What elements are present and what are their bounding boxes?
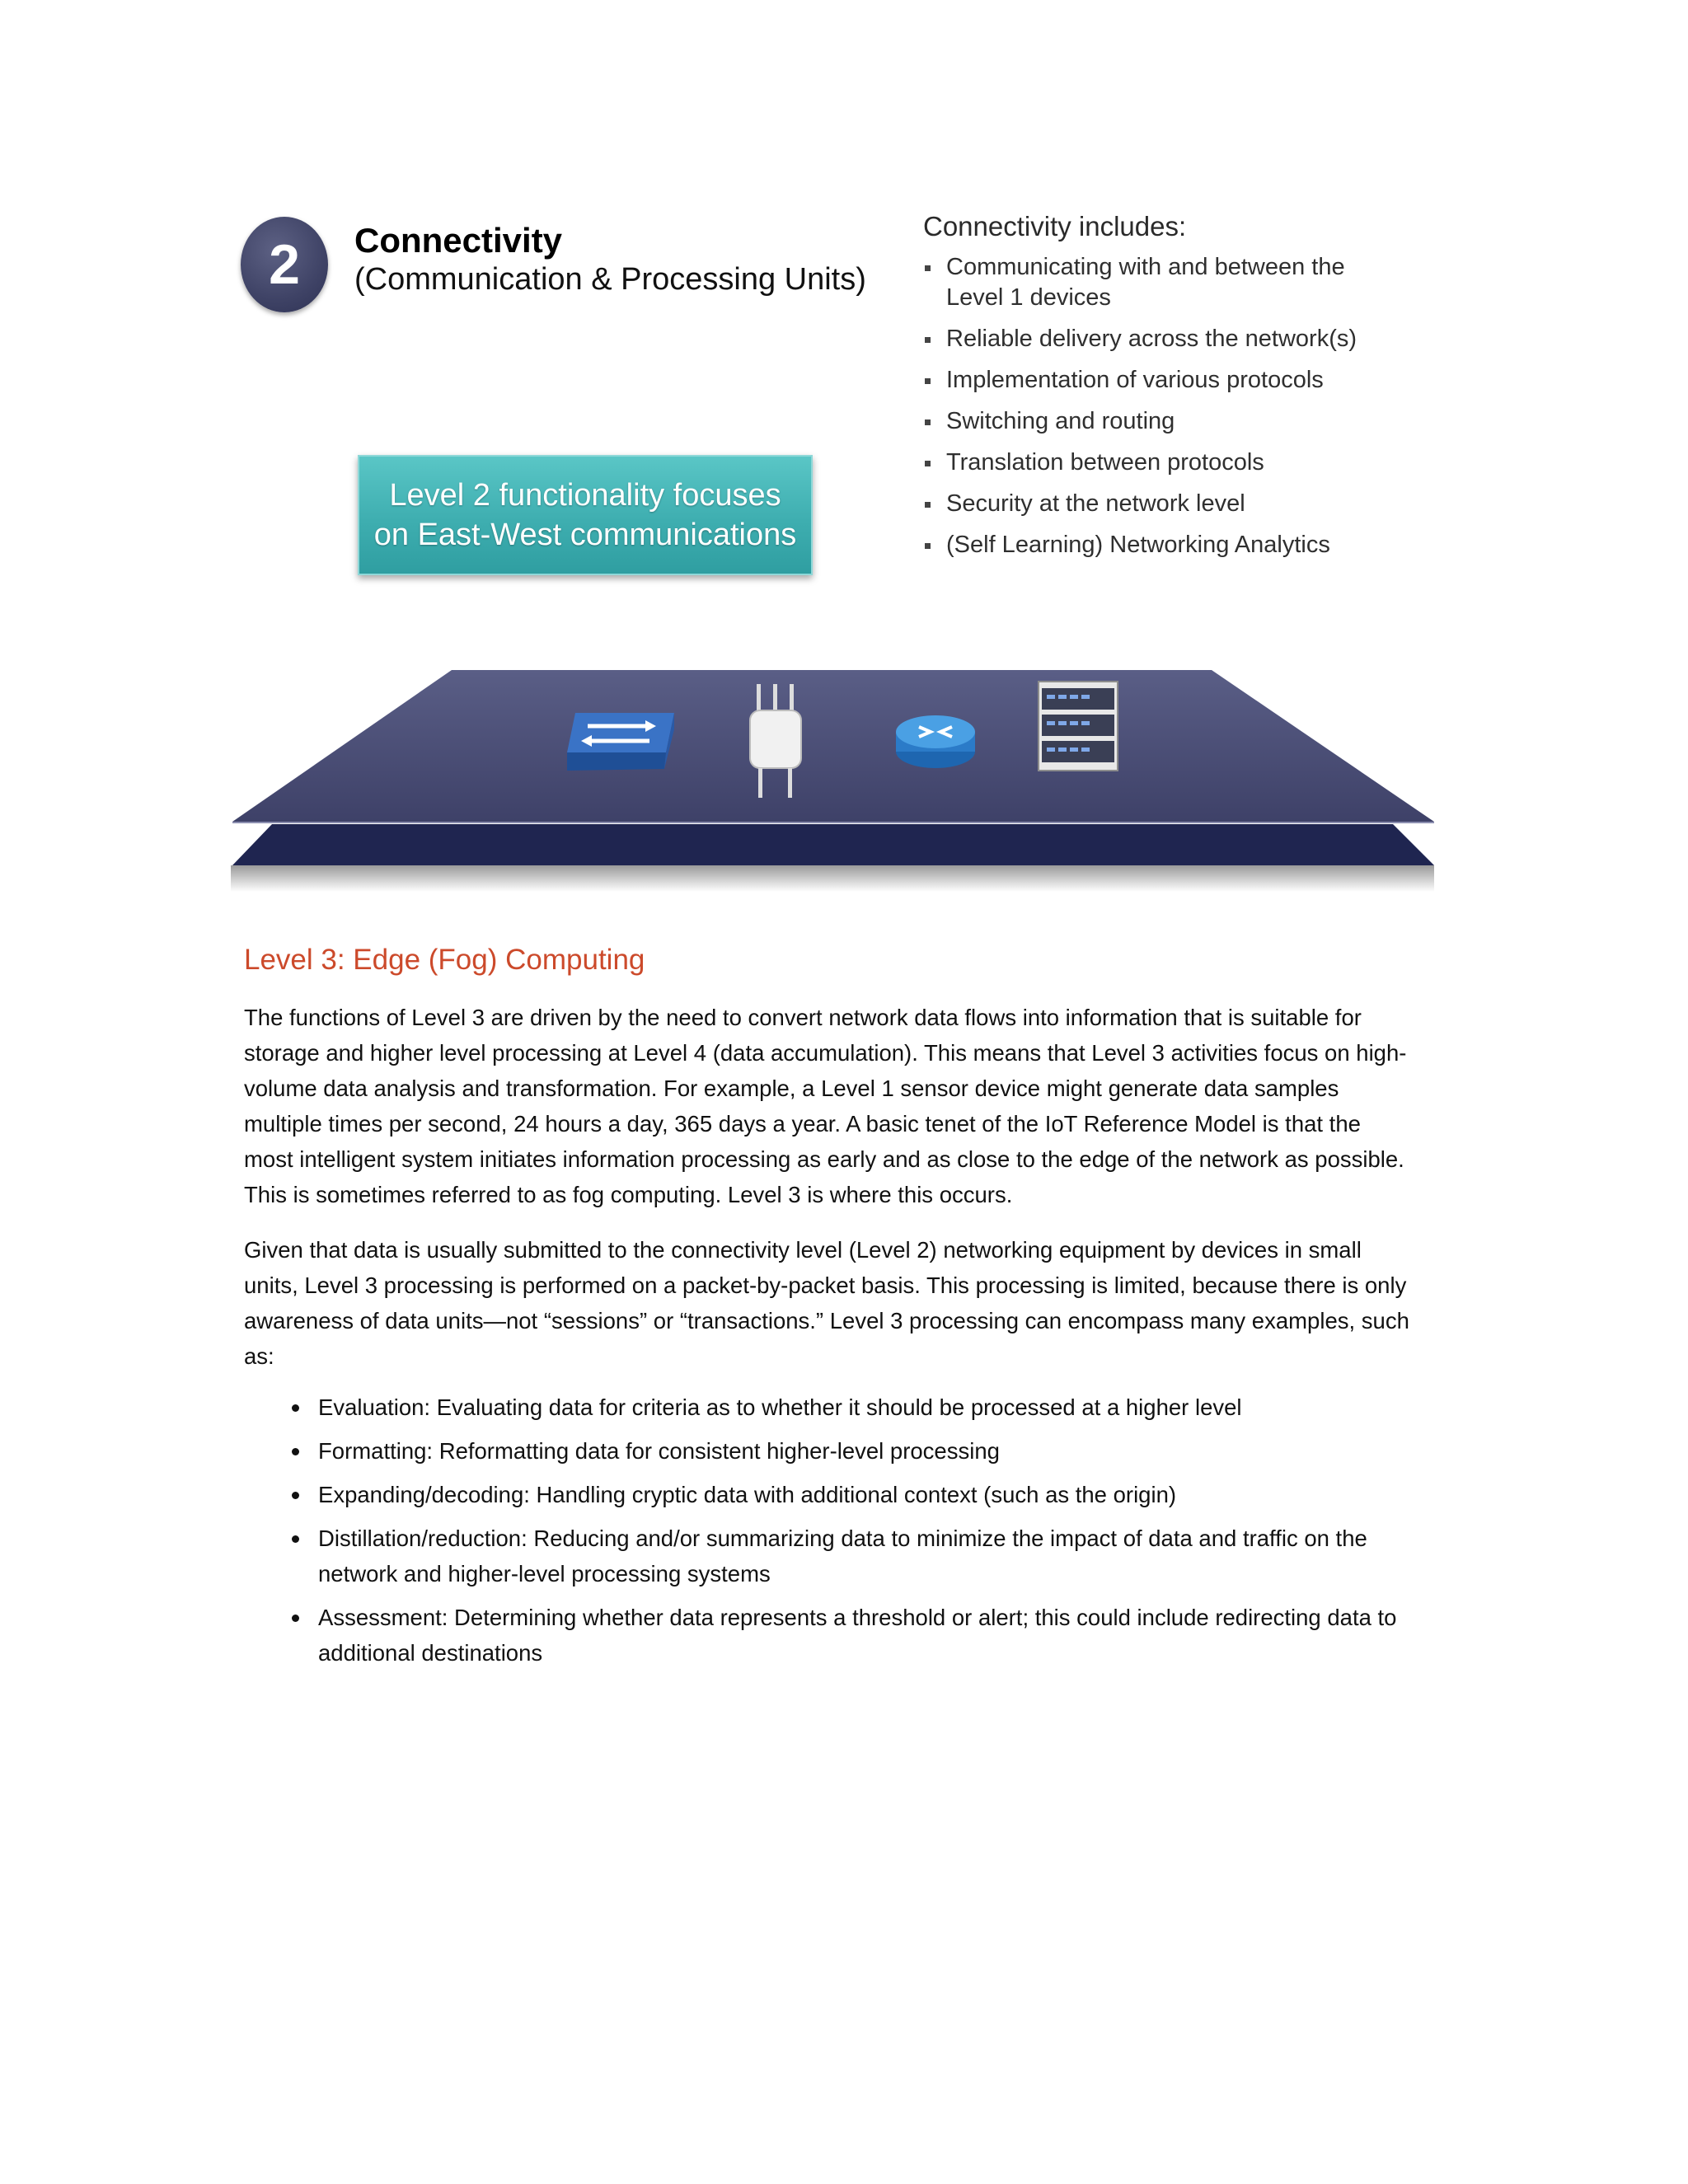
platform-shadow — [231, 865, 1434, 892]
router-icon — [896, 715, 975, 768]
includes-item: Implementation of various protocols — [923, 365, 1385, 396]
includes-item: Switching and routing — [923, 406, 1385, 437]
level3-paragraph-1: The functions of Level 3 are driven by the need to convert network data flows into information that is suitable for storage and higher level processing at Level 4 (data accumulation). This means that Level 3 activities focus on high-volume data analysis and transformation. For example, a Level 1 sensor device might generate data samples multiple times per second, 24 hours a day, 365 days a year. A basic tenet of the IoT Reference Model is that the most intelligent system initiates information processing as early and as close to the edge of the network as possible. This is sometimes referred to as fog computing. Level 3 is where this occurs. — [244, 1005, 1407, 1207]
includes-item: (Self Learning) Networking Analytics — [923, 530, 1385, 560]
level3-paragraph-2: Given that data is usually submitted to the connectivity level (Level 2) networking equipment by devices in small units, Level 3 processing is performed on a packet-by-packet basis. This processing is limited, because there is only awareness of data units—not “sessions” or “transactions.” Level 3 processing can encompass many examples, such as: — [244, 1237, 1409, 1369]
connectivity-subtitle: (Communication & Processing Units) — [354, 262, 866, 297]
platform-base — [232, 824, 1434, 865]
level3-heading: Level 3: Edge (Fog) Computing — [244, 944, 645, 976]
includes-list — [923, 252, 1385, 571]
list-item: Assessment: Determining whether data represents a threshold or alert; this could include redirecting data to additional destinations — [244, 1600, 1431, 1671]
includes-item: Communicating with and between the Level 1 devices — [923, 252, 1385, 313]
list-item: Evaluation: Evaluating data for criteria as to whether it should be processed at a higher level — [244, 1390, 1431, 1425]
focus-callout-line-1: Level 2 functionality focuses — [389, 478, 781, 513]
includes-heading: Connectivity includes: — [923, 211, 1187, 241]
focus-callout-line-2: on East-West communications — [373, 518, 797, 552]
platform-top — [232, 670, 1434, 822]
level-number-badge: 2 — [241, 217, 328, 312]
network-platform-illustration — [223, 663, 1442, 898]
server-rack-icon — [1039, 682, 1118, 771]
includes-item: Translation between protocols — [923, 448, 1385, 478]
list-item: Formatting: Reformatting data for consistent higher-level processing — [244, 1433, 1431, 1469]
list-item: Expanding/decoding: Handling cryptic data with additional context (such as the origin) — [244, 1477, 1431, 1512]
includes-item: Security at the network level — [923, 489, 1385, 519]
includes-item: Reliable delivery across the network(s) — [923, 324, 1385, 354]
switch-icon — [567, 713, 674, 771]
connectivity-title: Connectivity — [354, 221, 563, 260]
level3-examples-list — [244, 1390, 1431, 1679]
focus-callout-box — [358, 455, 813, 575]
list-item: Distillation/reduction: Reducing and/or summarizing data to minimize the impact of data and traffic on the network and higher-level processing systems — [244, 1521, 1431, 1591]
